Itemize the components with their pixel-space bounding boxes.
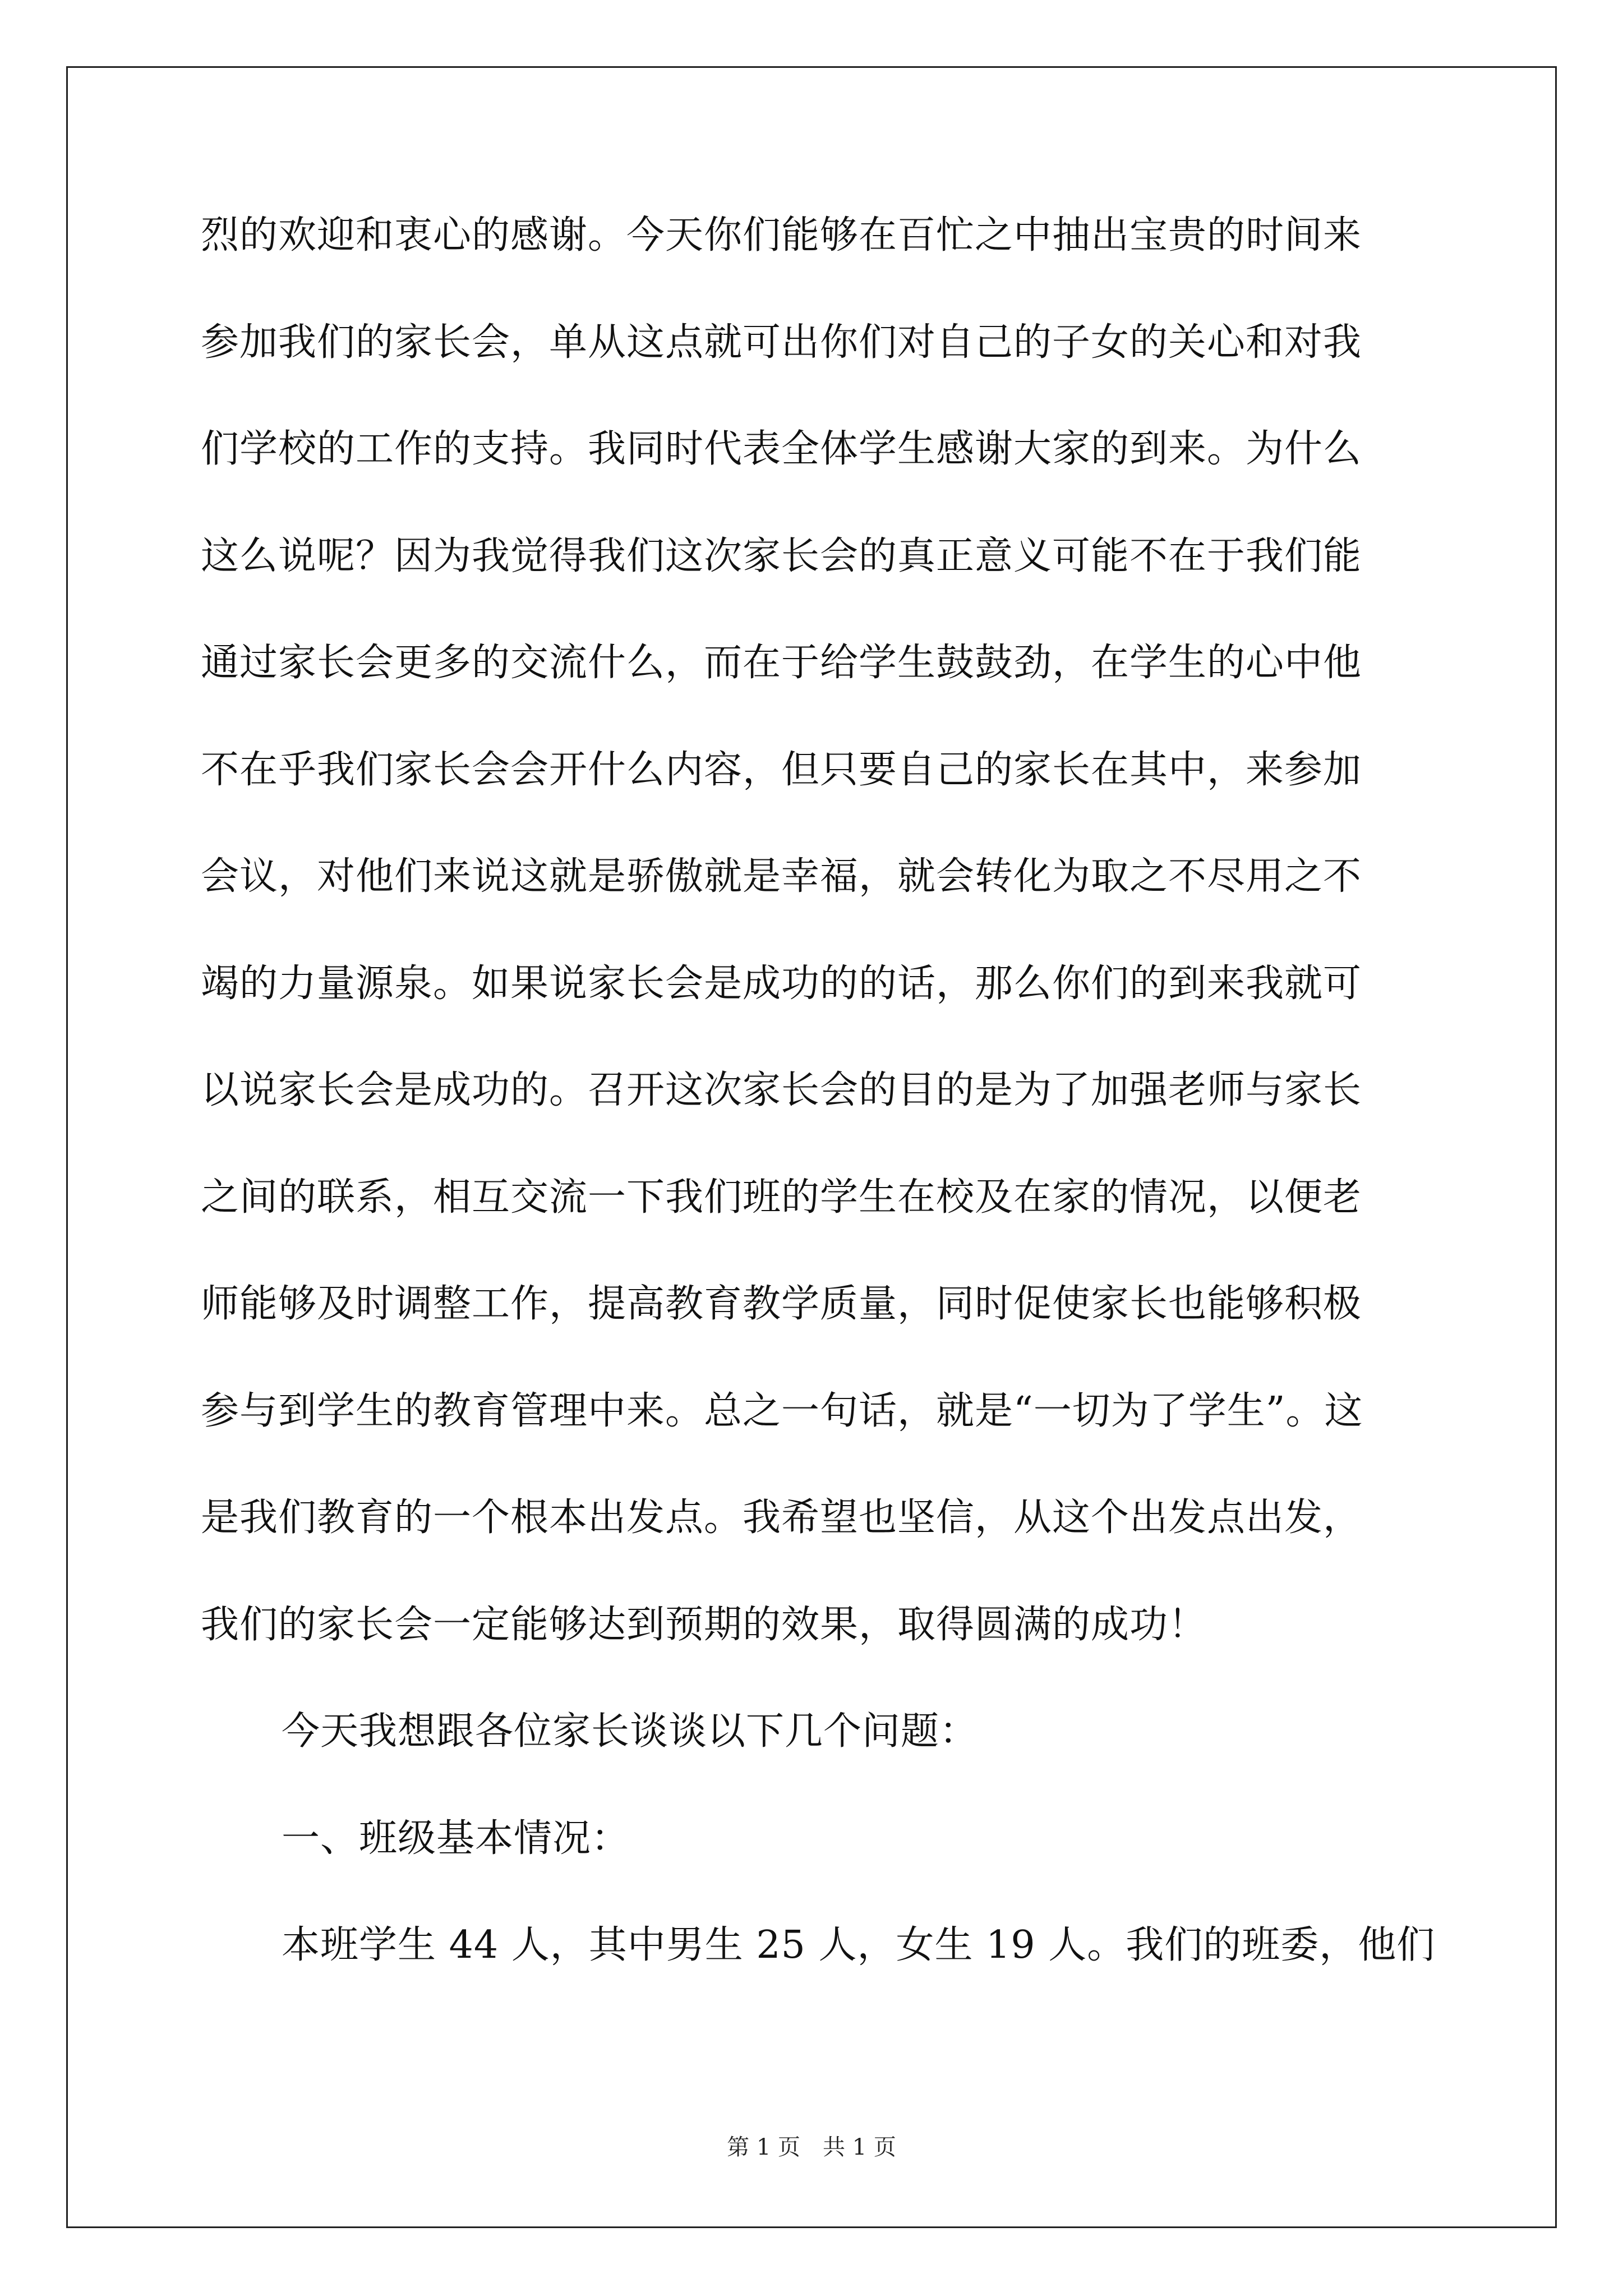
text-line: 之间的联系，相互交流一下我们班的学生在校及在家的情况，以便老 — [201, 1175, 1362, 1220]
text-line: 以说家长会是成功的。召开这次家长会的目的是为了加强老师与家长 — [201, 1068, 1362, 1112]
text-line: 们学校的工作的支持。我同时代表全体学生感谢大家的到来。为什么 — [201, 427, 1362, 471]
text-line: 是我们教育的一个根本出发点。我希望也坚信，从这个出发点出发， — [201, 1496, 1362, 1540]
section-heading: 一、班级基本情况： — [282, 1816, 630, 1861]
text-line: 参加我们的家长会，单从这点就可出你们对自己的子女的关心和对我 — [201, 320, 1362, 365]
text-line: 师能够及时调整工作，提高教育教学质量，同时促使家长也能够积极 — [201, 1282, 1362, 1326]
page-border — [66, 66, 1557, 2228]
text-line: 我们的家长会一定能够达到预期的效果，取得圆满的成功！ — [201, 1602, 1207, 1647]
text-line: 会议，对他们来说这就是骄傲就是幸福，就会转化为取之不尽用之不 — [201, 854, 1362, 899]
paragraph-intro-line: 今天我想跟各位家长谈谈以下几个问题： — [282, 1709, 979, 1754]
text-line: 竭的力量源泉。如果说家长会是成功的的话，那么你们的到来我就可 — [201, 961, 1362, 1006]
text-line: 这么说呢？因为我觉得我们这次家长会的真正意义可能不在于我们能 — [201, 533, 1362, 578]
text-line: 本班学生 44 人，其中男生 25 人，女生 19 人。我们的班委，他们 — [282, 1923, 1436, 1967]
text-line: 烈的欢迎和衷心的感谢。今天你们能够在百忙之中抽出宝贵的时间来 — [201, 213, 1362, 257]
text-line: 参与到学生的教育管理中来。总之一句话，就是“一切为了学生”。这 — [201, 1388, 1363, 1433]
text-line: 不在乎我们家长会会开什么内容，但只要自己的家长在其中，来参加 — [201, 747, 1362, 792]
page-footer: 第 1 页 共 1 页 — [727, 2134, 896, 2160]
text-line: 通过家长会更多的交流什么，而在于给学生鼓鼓劲，在学生的心中他 — [201, 641, 1362, 685]
